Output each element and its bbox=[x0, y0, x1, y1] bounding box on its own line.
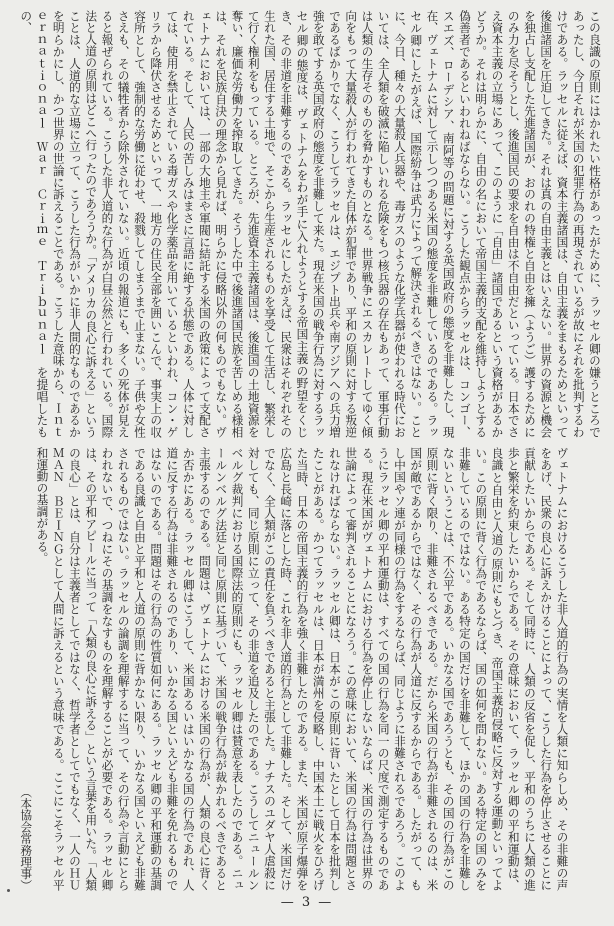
body-text-lower bbox=[18, 447, 571, 891]
text-band-upper bbox=[18, 10, 602, 438]
page-number: — 3 — bbox=[280, 895, 334, 910]
text-band-lower bbox=[18, 447, 596, 891]
body-text-upper: この良識の原則にはかれたい性格があったがために、ラッセル卿の嫌うところであったし、今日それが米国の犯罪行為の再現されているが故にそれを批判するわけである。ラッセルに従えば、資本主義諸国は、自由主義をまもるためといって後進諸国を圧迫してきた。それは真の自由主義とはいえない。世界の資源と機会を独占し支配した先進諸国が、おのれの特権と自由を擁（ようご）護するためにのみ力を尽そうとし、後進国民の要求を自由は不自由だといっている。日本でさえ資本主義の立場にあって、このように「自由」諸国であるという資格があるかどうか。それは明らかに、自由の名において帝国主義的支配を維持しようとする偽善者であるといわれねばならない。こうした観点からラッセルは、コンゴー、スエズ、ローデシア、南阿等の問題に対する英国政府の態度を非難したし、現在、ヴェトナムに対して示しつつある米国の態度を非難しているのである。ラッセル卿にしたがえば、国際紛争は武力によって解決されるべきではない。ことに、今日、種々の大量殺人兵器や、毒ガスのような化学兵器が使われる時代においては、全人類を破滅に陥しいれる危険をもつ核兵器の存在もあって、軍事行動は人類の生存そのものを脅かすものとなる。世界戦争にエスカレートしてゆく傾向をもって大量殺人が行われてきた自体が犯罪であり、平和の原則に対する叛逆であるばかりでなく、こうしてラッセルは、エジプト出兵や南アジアへの兵力増強を敢てする英国政府の態度を非難して来た。現在米国の戦争行為に対するラッセル卿の態度は、ヴェトナムをわが手に入れようとする帝国主義の野望をくじき、その非道を非難するのである。ラッセルにしたがえば、民衆はそれぞれその生れた国、居住する土地で、そこから生産されるものを享受して生活し、繁栄して行く権利をもっている。ところが、先進資本主義諸国は、後進国の土地資源を奪い、廉価な労働力を搾取してきた。そうした中で後進諸国民族を苦しめる様相は、それを民族自決の理念から見れば、明らかに侵略以外の何ものでもない。ヴェトナムにおいては、一部の大地主や軍閥に結託する米国の政策によって支配されている。そして、人民の苦しみはまさに言語に絶する状態である。人体に対しては、使用を禁止されている毒ガスや化学薬品を用いているといわれ、コン・ゲリラから降伏させるためといって、一地方の住民全部を囲いこんで、事実上の収容所として、強制的な労働に従わせ、殺戮してしまうまで止まない。子供や女性さえも、その犠牲者から除外されていない。近頃の報道にも、多くの死体が見えると報ぜられている。こうした非人道的な行為が白昼公然と行われている。国際法と人道の原則はどこへ行ったのであろうか。「アメリカの良心に訴える」ということは、人道的な立場に立って、こうした行為がいかに非人間的なものであるかを明らかにし、かつ世界の世論に訴えることである。こうした意味から、Ｉｎｔｅｒｎａｔｉｏｎａｌ Ｗａｒ Ｃｒｉｍｅ Ｔｒｉｂｕｎａｌ を提唱したもの、 bbox=[19, 10, 602, 438]
author-signature: （本協会常務理事） bbox=[19, 785, 34, 891]
margin-dot bbox=[7, 889, 10, 892]
body-text-lower-content: ヴェトナムにおけるこうした非人道的行為の実情を人類に知らしめ、その非難の声をあげ、民衆の良心に訴えかけることによって、こうした行為を停止させることに貢献したいからである。そして同時に、人類の反省を促し、平和のうちに人類の進歩と繁栄を約束したいからである。その意味において、ラッセル卿の平和運動は、良識と自由と人道の原則にもとづき、帝国主義的侵略に反対する運動といってよい。この原則に背く行為であるならば、国の如何を問わない。ある特定の国のみを非難しているのではない。ある特定の国だけを非難して、ほかの国の行為を非難しないということは、不公平である。いかなる国であろうとも、その国の行為がこの原則に背く限り、非難されるべきである。だから米国の行為が非難されるのは、米国が敵であるからではなく、その行為が人道に反するからである。したがって、もし中国やソ連が同様の行為をするならば、同じように非難されるであろう。このようにラッセル卿の平和運動は、すべての国の行為を同一の尺度で測定するものである。現在米国がヴェトナムにおける行為を停止しないならば、米国の行為は世界の世論によって審判されることになろう。この意味において、米国の行為は問題とされなければならない。ラッセル卿は、日本がこの原則に背いたとして日本を批判したことがある。かつてラッセルは、日本が満州を侵略し、中国本土に戦火をひろげた当時、日本の帝国主義的行為を強く非難したのである。また、米国が原子爆弾を広島と長崎に落とした時、これを非人道的行為として非難した。そして、米国だけでなく、全人類がこの責任を負うべきであると主張した。ナチスのユダヤ人虐殺に対しても、同じ原則に立って、その非道を追及したのである。こうしてニュールンベルグ裁判における国際法的原則にも、ラッセル卿は賛意を表したのである。ニュールンベルグ法廷と同じ原則に基づいて、米国の戦争行為が裁かれるべきであると主張するのである。問題は、ヴェトナムにおける米国の行為が、人類の良心に背くか否かにある。ラッセル卿はこうして、米国あるいはいかなる国の行為であれ、人道に反する行為は非難されるのであり、いかなる国といえども非難を免れるものではないのである。問題はその行為の性質如何にある。ラッセル卿の平和運動の基調である良識と自由と平和と人道の原則に背かない限り、いかなる国といえども非難されるものではない。ラッセルの論調を理解するに当って、その行為や言動にとらわれないで、つねにその基調をなすものを理解することが必要である。ラッセル卿は、その平和アピールに当って「人類の良心に訴える」という言葉を用いた。「人類の良心」とは、自分は主義者としてではなく、哲学者としてでもなく、一人のＨＵＭＡＮ ＢＥＩＮＧとして人間に訴えるという意味である。ここにこそラッセル平和運動の基調がある。 bbox=[35, 447, 570, 891]
